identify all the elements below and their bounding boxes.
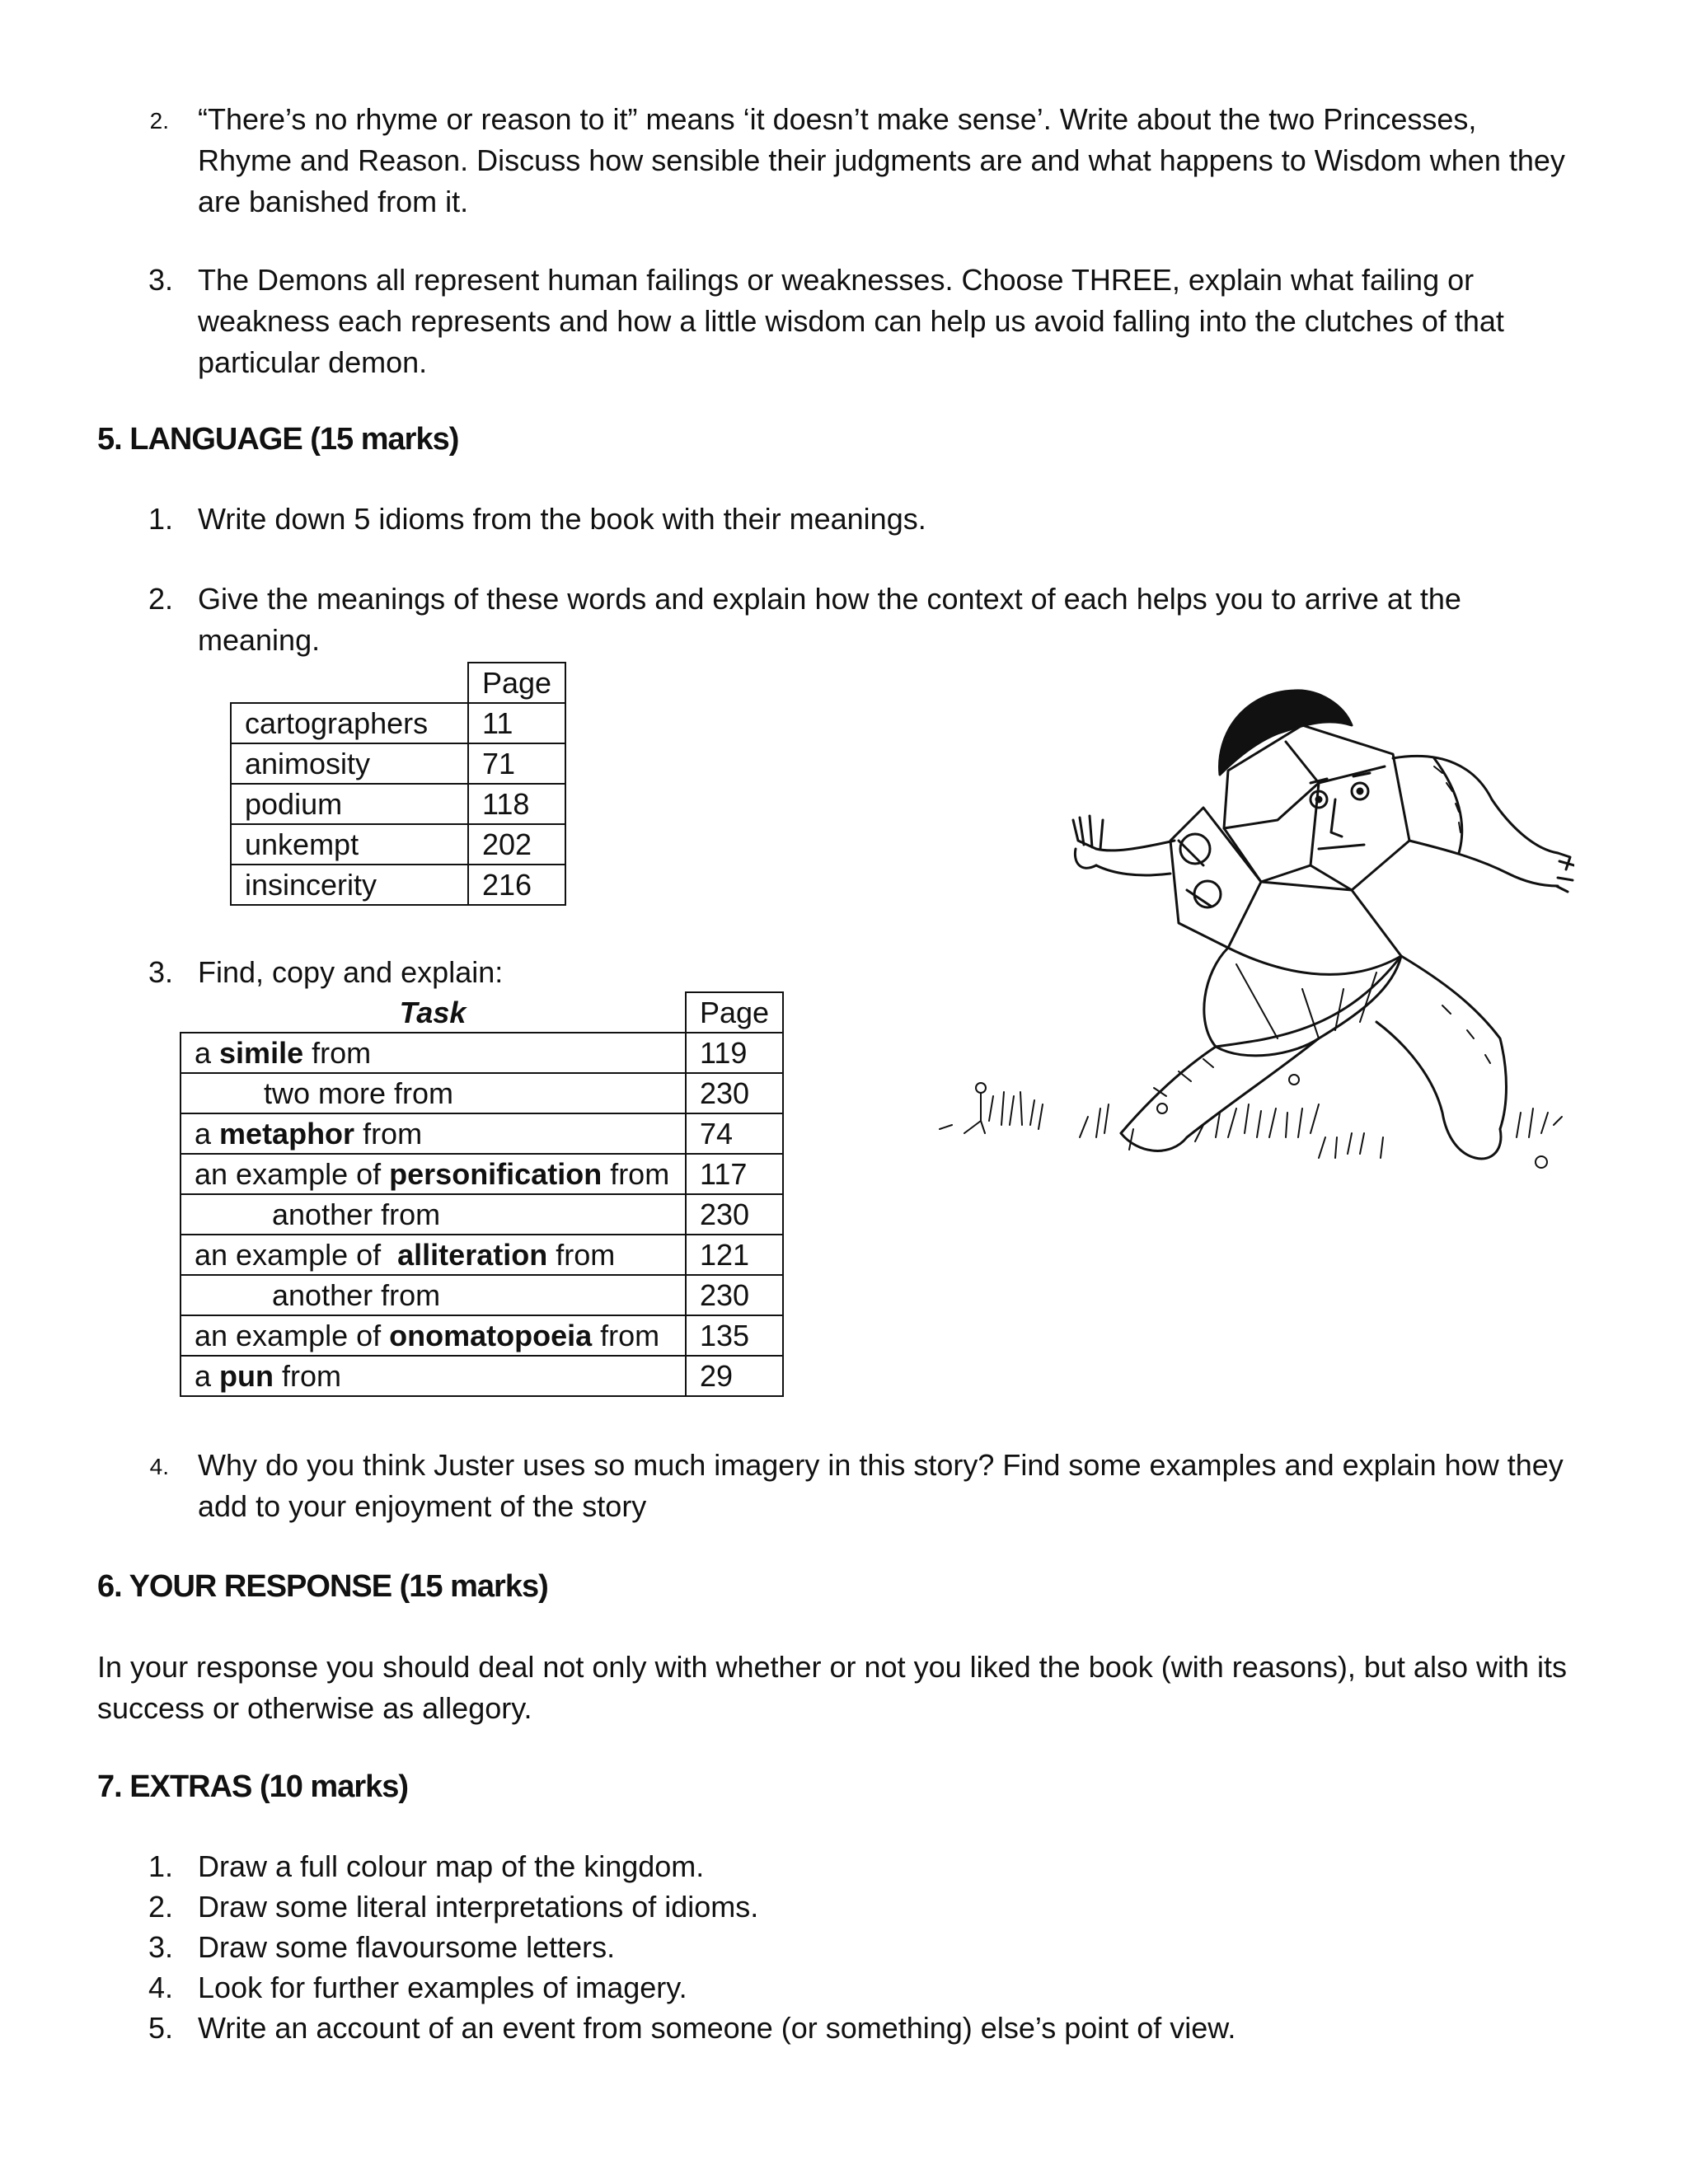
- page-cell: 74: [686, 1113, 783, 1154]
- section-heading-extras: 7. EXTRAS (10 marks): [97, 1769, 409, 1804]
- item-number: 1.: [148, 502, 173, 536]
- page-cell: 121: [686, 1235, 783, 1275]
- item-text: Write down 5 idioms from the book with their meanings.: [198, 502, 926, 536]
- item-number: 1.: [148, 1849, 173, 1883]
- word-cell: podium: [231, 784, 468, 824]
- task-cell: an example of alliteration from: [181, 1235, 686, 1275]
- item-text: Write an account of an event from someone (or something) else’s point of view.: [198, 2011, 1236, 2045]
- table-row: [181, 1275, 783, 1315]
- table-row: [181, 1113, 783, 1154]
- word-cell: insincerity: [231, 865, 468, 905]
- page-cell: 119: [686, 1033, 783, 1073]
- page-cell: 11: [468, 703, 565, 743]
- table-row: [231, 824, 565, 865]
- item-text: Give the meanings of these words and explain how the context of each helps you to arrive at the meaning.: [198, 582, 1461, 657]
- section-heading-language: 5. LANGUAGE (15 marks): [97, 422, 459, 457]
- item-number: 5.: [148, 2011, 173, 2045]
- item-text: Draw some flavoursome letters.: [198, 1930, 616, 1964]
- response-instructions: In your response you should deal not only with whether or not you liked the book (with reasons), but also with its success or otherwise as allegory.: [97, 1650, 1567, 1725]
- page-cell: 230: [686, 1275, 783, 1315]
- literary-devices-table: [180, 991, 784, 1397]
- page-cell: 202: [468, 824, 565, 865]
- word-cell: animosity: [231, 743, 468, 784]
- page-cell: 230: [686, 1073, 783, 1113]
- table-row: [231, 703, 565, 743]
- page-cell: 29: [686, 1356, 783, 1396]
- table-row: [181, 1194, 783, 1235]
- item-number: 4.: [148, 1971, 173, 2004]
- task-cell: an example of onomatopoeia from: [181, 1315, 686, 1356]
- task-cell: a simile from: [181, 1033, 686, 1073]
- table-row: [231, 865, 565, 905]
- table-row: [231, 784, 565, 824]
- item-number: 3.: [148, 263, 173, 297]
- task-cell: two more from: [181, 1073, 686, 1113]
- task-cell: an example of personification from: [181, 1154, 686, 1194]
- page-column-header: Page: [686, 992, 783, 1033]
- item-number: 4.: [149, 1454, 169, 1479]
- page-cell: 216: [468, 865, 565, 905]
- item-text: Why do you think Juster uses so much imagery in this story? Find some examples and explain how they add to your enjoyment of the story: [198, 1448, 1564, 1523]
- table-row: [181, 1356, 783, 1396]
- item-text: “There’s no rhyme or reason to it” means ‘it doesn’t make sense’. Write about the two Princesses, Rhyme and Reason. Discuss how sensible their judgments are and what happens to Wisdom when they are banished from it.: [198, 102, 1565, 218]
- item-text: Look for further examples of imagery.: [198, 1971, 687, 2004]
- item-number: 2.: [148, 582, 173, 616]
- item-number: 2.: [148, 1890, 173, 1924]
- page-column-header: Page: [468, 663, 565, 703]
- table-row: [181, 1033, 783, 1073]
- vocabulary-table: [230, 662, 566, 906]
- page-cell: 117: [686, 1154, 783, 1194]
- table-row: [181, 1315, 783, 1356]
- table-row: [181, 1073, 783, 1113]
- section-heading-response: 6. YOUR RESPONSE (15 marks): [97, 1569, 548, 1604]
- item-number: 2.: [149, 108, 169, 134]
- task-cell: another from: [181, 1275, 686, 1315]
- page-cell: 135: [686, 1315, 783, 1356]
- item-number: 3.: [148, 955, 173, 989]
- item-text: Draw a full colour map of the kingdom.: [198, 1849, 705, 1883]
- page-cell: 230: [686, 1194, 783, 1235]
- item-number: 3.: [148, 1930, 173, 1964]
- task-column-header: Task: [399, 995, 467, 1029]
- item-text: The Demons all represent human failings or weaknesses. Choose THREE, explain what failing or weakness each represents and how a little wisdom can help us avoid falling into the clutches of that particular demon.: [198, 263, 1504, 379]
- task-cell: a pun from: [181, 1356, 686, 1396]
- item-text: Find, copy and explain:: [198, 955, 504, 989]
- task-cell: another from: [181, 1194, 686, 1235]
- demon-illustration: [931, 676, 1574, 1170]
- page-cell: 118: [468, 784, 565, 824]
- table-row: [181, 1154, 783, 1194]
- page-cell: 71: [468, 743, 565, 784]
- task-cell: a metaphor from: [181, 1113, 686, 1154]
- word-cell: unkempt: [231, 824, 468, 865]
- item-text: Draw some literal interpretations of idioms.: [198, 1890, 759, 1924]
- table-row: [231, 743, 565, 784]
- table-row: [181, 1235, 783, 1275]
- word-cell: cartographers: [231, 703, 468, 743]
